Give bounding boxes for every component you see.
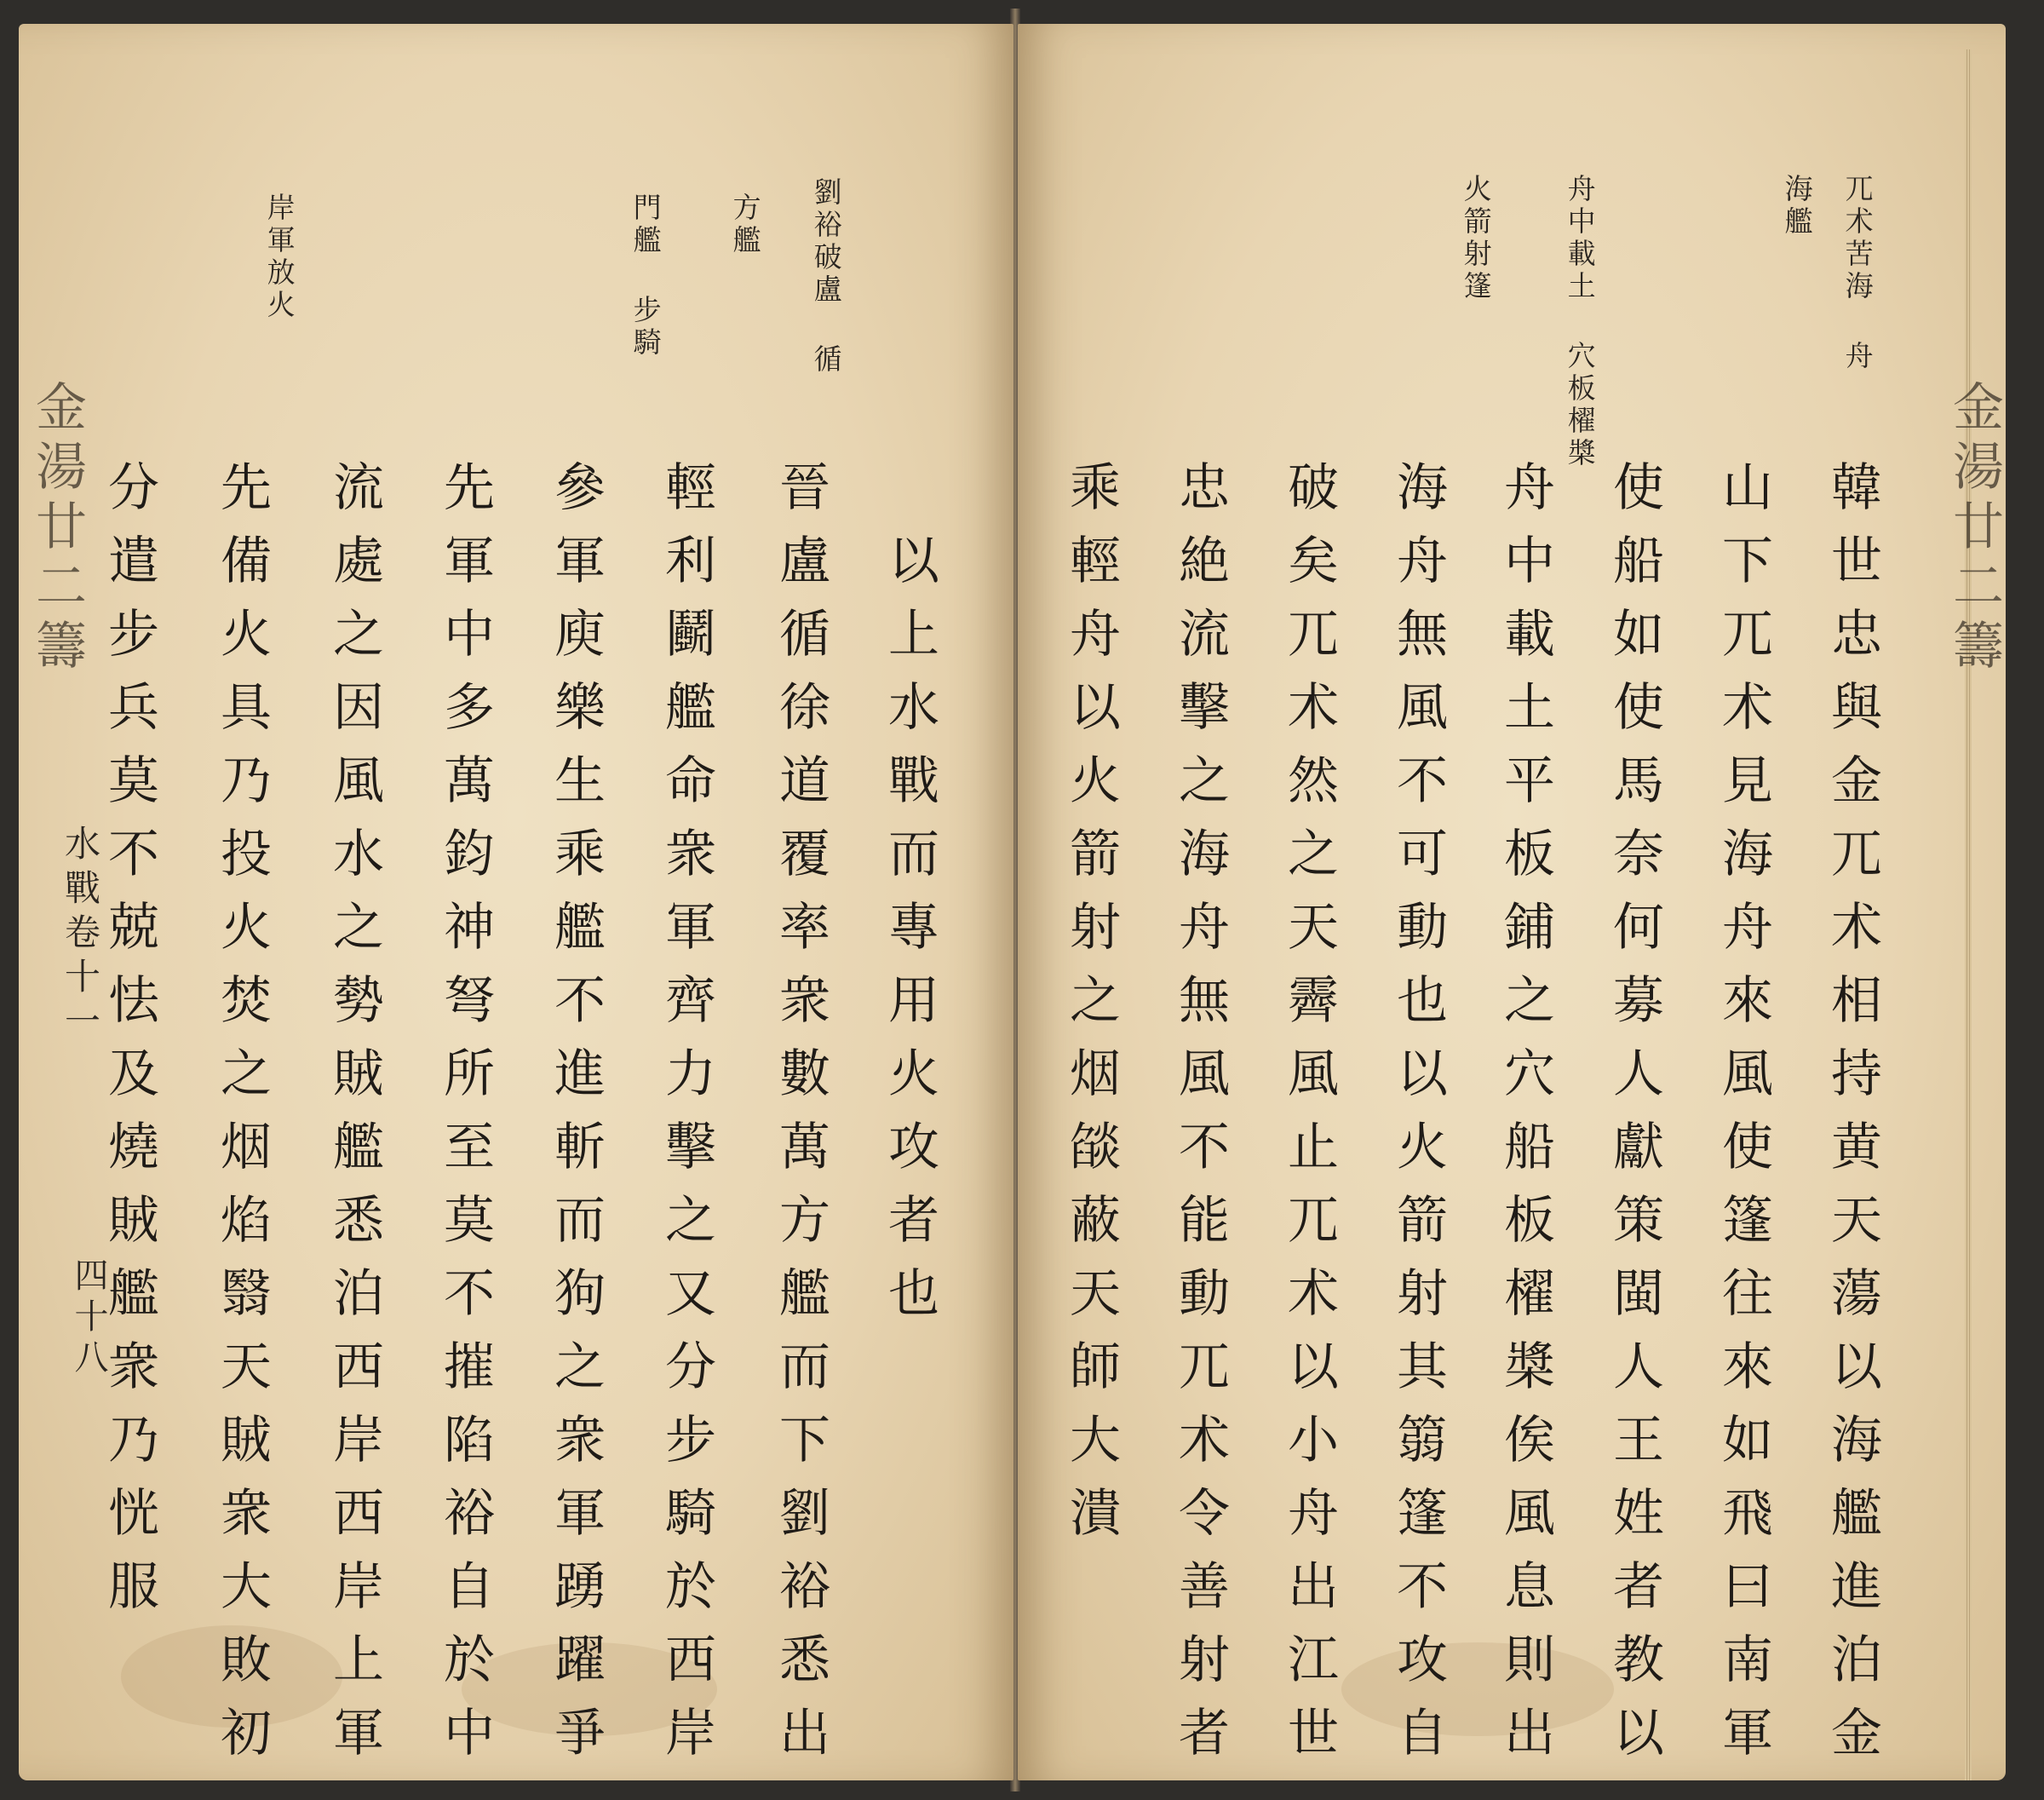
text-column: 乘輕舟以火箭射之烟燄蔽天師大潰 (1061, 460, 1121, 1559)
left-page (19, 24, 1013, 1780)
text-column: 輕利鬬艦命衆軍齊力擊之又分步騎於西岸 (657, 460, 716, 1779)
headnote: 火箭射篷 (1459, 174, 1493, 303)
margin-section-label: 水戰卷十一 (60, 825, 101, 1046)
text-column: 海舟無風不可動也以火箭射其篛篷不攻自 (1388, 460, 1448, 1779)
text-column: 先備火具乃投火焚之烟焰翳天賊衆大敗初 (212, 460, 272, 1779)
headnote: 兀术苦海 舟 (1840, 174, 1875, 373)
margin-book-title: 金湯廿二籌 (1944, 380, 2004, 678)
text-column: 忠絶流擊之海舟無風不能動兀术令善射者 (1170, 460, 1230, 1779)
headnote: 海艦 (1780, 174, 1814, 239)
headnote: 岸軍放火 (262, 193, 296, 322)
text-column: 先軍中多萬鈞神弩所至莫不摧陷裕自於中 (435, 460, 495, 1779)
text-column: 使船如使馬奈何募人獻策閩人王姓者教以 (1605, 460, 1664, 1779)
text-column: 流處之因風水之勢賊艦悉泊西岸西岸上軍 (324, 460, 384, 1779)
text-column: 破矣兀术然之天霽風止兀术以小舟出江世 (1279, 460, 1339, 1779)
text-column: 以上水戰而專用火攻者也 (880, 533, 939, 1339)
text-column: 分遣步兵莫不兢怯及燒賊艦衆乃恍服 (100, 460, 159, 1632)
text-column: 山下兀术見海舟來風使篷往來如飛曰南軍 (1714, 460, 1773, 1779)
headnote: 舟中載土 穴板櫂槳 (1563, 174, 1597, 470)
paper-stain (1341, 1642, 1614, 1736)
headnote: 門艦 步騎 (629, 193, 663, 359)
headnote: 方艦 (728, 193, 762, 257)
page-number: 四十八 (69, 1257, 108, 1380)
headnote: 劉裕破盧 循 (809, 177, 843, 377)
text-column: 參軍庾樂生乘艦不進斬而狗之衆軍踴躍爭 (546, 460, 606, 1779)
page-edge (1965, 49, 1972, 1780)
right-page (1018, 24, 2006, 1780)
text-column: 韓世忠與金兀术相持黄天蕩以海艦進泊金 (1823, 460, 1882, 1779)
text-column: 舟中載土平板鋪之穴船板櫂槳俟風息則出 (1496, 460, 1555, 1779)
text-column: 晉盧循徐道覆率衆數萬方艦而下劉裕悉出 (771, 460, 830, 1779)
margin-book-title: 金湯廿二籌 (27, 380, 87, 678)
